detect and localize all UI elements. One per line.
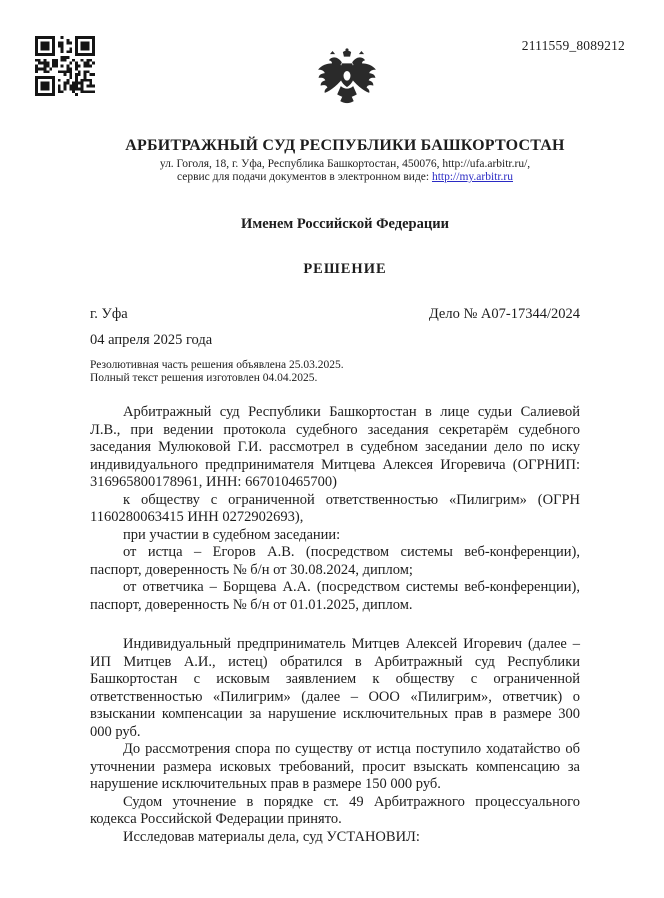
service-line-prefix: сервис для подачи документов в электронном виде: <box>177 171 432 183</box>
court-address: ул. Гоголя, 18, г. Уфа, Республика Башкортостан, 450076, http://ufa.arbitr.ru/, <box>159 158 531 170</box>
resolution-dates-block <box>90 359 344 385</box>
decision-date: 04 апреля 2025 года <box>90 332 213 348</box>
document-type-heading: РЕШЕНИЕ <box>303 261 387 277</box>
court-service-line <box>100 171 590 183</box>
operative-part-announced-line: Резолютивная часть решения объявлена 25.03.2025. <box>90 359 344 371</box>
case-info-row <box>90 306 580 323</box>
city-label: г. Уфа <box>90 306 128 322</box>
body-paragraph-6: Индивидуальный предприниматель Митцев Алексей Игоревич (далее – ИП Митцев А.И., истец) обратился в Арбитражный суд Республики Башкортостан с исковым заявлением к обществу с ограниченной ответственностью «Пилигрим» (далее – ООО «Пилигрим», ответчик) о взыскании компенсации за нарушение исключительных прав в размере 300 000 руб. <box>90 636 580 740</box>
qr-code-icon <box>35 35 95 97</box>
body-paragraph-7: До рассмотрения спора по существу от истца поступило ходатайство об уточнении размера исковых требований, просит взыскать компенсацию за нарушение исключительных прав в размере 150 000 руб. <box>90 741 580 792</box>
body-paragraph-9: Исследовав материалы дела, суд УСТАНОВИЛ: <box>123 828 420 845</box>
body-paragraph-8: Судом уточнение в порядке ст. 49 Арбитражного процессуального кодекса Российской Федерации принято. <box>90 793 580 827</box>
body-paragraph-3: при участии в судебном заседании: <box>123 526 341 543</box>
document-number: 2111559_8089212 <box>521 38 625 53</box>
body-paragraph-5: от ответчика – Борщева А.А. (посредством системы веб-конференции), паспорт, доверенность № б/н от 01.01.2025, диплом. <box>90 579 580 613</box>
body-paragraph-4: от истца – Егоров А.В. (посредством системы веб-конференции), паспорт, доверенность № б/н от 30.08.2024, диплом; <box>90 544 580 578</box>
decision-body <box>90 404 580 846</box>
coat-of-arms-icon <box>316 42 378 124</box>
in-name-of-federation-heading: Именем Российской Федерации <box>241 216 449 232</box>
full-text-made-line: Полный текст решения изготовлен 04.04.2025. <box>90 372 318 384</box>
body-paragraph-1: Арбитражный суд Республики Башкортостан в лице судьи Салиевой Л.В., при ведении протокола судебного заседания секретарём судебного заседания Мулюковой Г.И. рассмотрел в судебном заседании дело по иску индивидуального предпринимателя Митцева Алексея Игоревича (ОГРНИП: 316965800178961, ИНН: 667010465700) <box>90 404 580 490</box>
my-arbitr-link[interactable]: http://my.arbitr.ru <box>431 171 513 183</box>
court-name: АРБИТРАЖНЫЙ СУД РЕСПУБЛИКИ БАШКОРТОСТАН <box>125 137 565 154</box>
case-number: Дело № А07-17344/2024 <box>428 306 580 322</box>
court-header <box>100 137 590 183</box>
body-paragraph-2: к обществу с ограниченной ответственностью «Пилигрим» (ОГРН 1160280063415 ИНН 0272902693), <box>90 491 580 525</box>
paragraph-gap <box>90 614 580 636</box>
